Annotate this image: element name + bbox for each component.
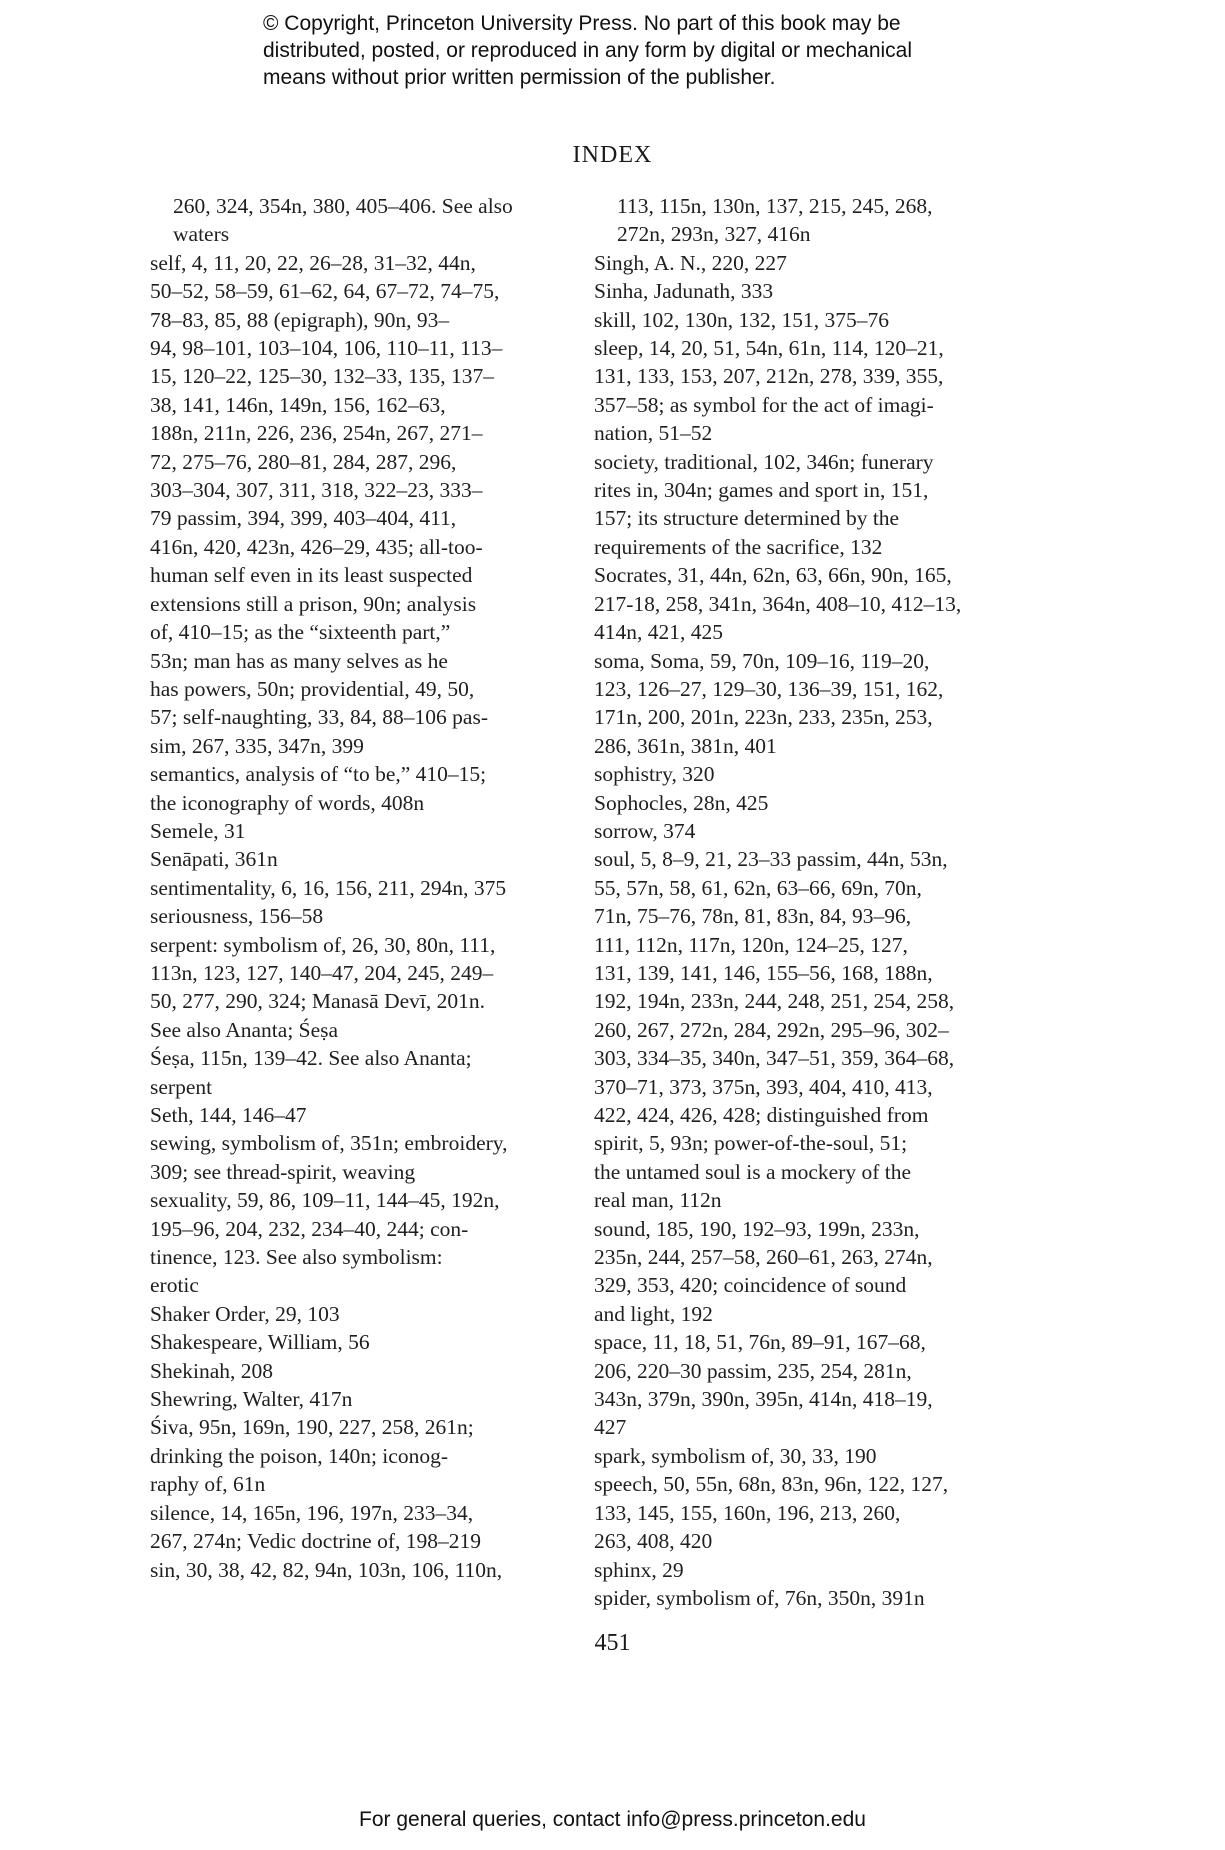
index-entry-line: and light, 192 (594, 1301, 713, 1326)
index-entry-line: Shakespeare, William, 56 (150, 1330, 370, 1355)
index-entry (594, 1442, 1014, 1470)
copyright-line: means without prior written permission of the publisher. (263, 66, 776, 89)
index-column-left (150, 192, 570, 1584)
index-column-right (594, 192, 1014, 1612)
index-entry-line: the iconography of words, 408n (150, 790, 425, 815)
index-entry-line: 217-18, 258, 341n, 364n, 408–10, 412–13, (594, 591, 962, 616)
index-entry-line: 329, 353, 420; coincidence of sound (594, 1273, 907, 1298)
index-entry (150, 1044, 570, 1101)
index-entry-line: silence, 14, 165n, 196, 197n, 233–34, (150, 1500, 474, 1525)
index-entry-line: 343n, 379n, 390n, 395n, 414n, 418–19, (594, 1387, 933, 1412)
index-entry-line: seriousness, 156–58 (150, 904, 324, 929)
index-entry (594, 1556, 1014, 1584)
index-entry (150, 1357, 570, 1385)
index-entry-line: 171n, 200, 201n, 223n, 233, 235n, 253, (594, 705, 933, 730)
index-entry (594, 1584, 1014, 1612)
index-entry (150, 845, 570, 873)
index-entry-line: tinence, 123. See also symbolism: (150, 1245, 443, 1270)
index-entry-line: 192, 194n, 233n, 244, 248, 251, 254, 258, (594, 989, 955, 1014)
index-entry-line: 133, 145, 155, 160n, 196, 213, 260, (594, 1500, 901, 1525)
index-entry (594, 817, 1014, 845)
index-entry-line: 78–83, 85, 88 (epigraph), 90n, 93– (150, 307, 450, 332)
index-entry-line: 50, 277, 290, 324; Manasā Devī, 201n. (150, 989, 486, 1014)
copyright-line: © Copyright, Princeton University Press. No part of this book may be (263, 12, 901, 35)
index-entry-line: 113n, 123, 127, 140–47, 204, 245, 249– (150, 960, 494, 985)
index-entry-line: 235n, 244, 257–58, 260–61, 263, 274n, (594, 1245, 933, 1270)
index-entry-line: skill, 102, 130n, 132, 151, 375–76 (594, 307, 890, 332)
index-entry-line: 416n, 420, 423n, 426–29, 435; all-too- (150, 534, 483, 559)
index-entry-line: requirements of the sacrifice, 132 (594, 534, 883, 559)
index-entry-line: Seth, 144, 146–47 (150, 1103, 307, 1127)
index-entry-line: 79 passim, 394, 399, 403–404, 411, (150, 506, 457, 531)
page-title: INDEX (572, 142, 653, 168)
index-entry (594, 306, 1014, 334)
index-entry (150, 817, 570, 845)
index-entry-line: 157; its structure determined by the (594, 506, 900, 531)
index-entry (594, 249, 1014, 277)
index-entry (594, 192, 1014, 249)
index-entry-line: sentimentality, 6, 16, 156, 211, 294n, 375 (150, 875, 507, 900)
index-entry (150, 1129, 570, 1186)
index-entry-line: See also Ananta; Śeṣa (150, 1017, 339, 1042)
index-entry-line: real man, 112n (594, 1188, 722, 1213)
index-entry-line: 272n, 293n, 327, 416n (617, 222, 811, 247)
index-entry (594, 845, 1014, 1214)
footer-contact: For general queries, contact info@press.princeton.edu (359, 1808, 866, 1831)
index-entry-line: sphinx, 29 (594, 1557, 684, 1582)
index-entry-line: space, 11, 18, 51, 76n, 89–91, 167–68, (594, 1330, 926, 1355)
index-entry (594, 334, 1014, 448)
index-entry-line: 72, 275–76, 280–81, 284, 287, 296, (150, 449, 457, 474)
index-entry-line: Senāpati, 361n (150, 847, 278, 872)
index-entry (594, 760, 1014, 788)
index-entry (150, 1413, 570, 1498)
index-entry-line: 53n; man has as many selves as he (150, 648, 448, 673)
index-entry-line: sound, 185, 190, 192–93, 199n, 233n, (594, 1216, 920, 1241)
index-entry-line: 131, 133, 153, 207, 212n, 278, 339, 355, (594, 364, 944, 389)
index-entry-line: semantics, analysis of “to be,” 410–15; (150, 762, 487, 787)
index-entry (594, 789, 1014, 817)
index-entry (594, 1215, 1014, 1329)
index-entry (150, 874, 570, 902)
index-entry-line: 94, 98–101, 103–104, 106, 110–11, 113– (150, 336, 503, 361)
index-entry-line: has powers, 50n; providential, 49, 50, (150, 676, 475, 701)
index-entry (150, 931, 570, 1045)
index-entry (150, 1499, 570, 1556)
index-entry-line: soma, Soma, 59, 70n, 109–16, 119–20, (594, 648, 930, 673)
page-number: 451 (594, 1630, 631, 1656)
index-entry-line: sorrow, 374 (594, 818, 696, 843)
index-entry-line: Socrates, 31, 44n, 62n, 63, 66n, 90n, 165, (594, 563, 952, 588)
index-entry-line: rites in, 304n; games and sport in, 151, (594, 478, 929, 503)
index-entry (594, 1328, 1014, 1442)
copyright-line: distributed, posted, or reproduced in any form by digital or mechanical (263, 39, 913, 62)
index-entry-line: erotic (150, 1273, 199, 1298)
index-entry-line: 260, 267, 272n, 284, 292n, 295–96, 302– (594, 1017, 949, 1042)
index-entry-line: 113, 115n, 130n, 137, 215, 245, 268, (617, 194, 933, 218)
index-entry-line: human self even in its least suspected (150, 563, 473, 588)
index-entry-line: 263, 408, 420 (594, 1529, 713, 1554)
index-entry-line: 370–71, 373, 375n, 393, 404, 410, 413, (594, 1074, 933, 1099)
index-entry-line: 427 (594, 1415, 627, 1440)
index-entry (594, 561, 1014, 646)
index-entry-line: Shaker Order, 29, 103 (150, 1301, 340, 1326)
index-entry-line: 188n, 211n, 226, 236, 254n, 267, 271– (150, 421, 483, 446)
index-entry-line: 55, 57n, 58, 61, 62n, 63–66, 69n, 70n, (594, 875, 922, 900)
index-entry-line: 260, 324, 354n, 380, 405–406. See also (173, 194, 513, 218)
index-entry (150, 1385, 570, 1413)
index-entry-line: sin, 30, 38, 42, 82, 94n, 103n, 106, 110n, (150, 1557, 503, 1582)
index-entry-line: society, traditional, 102, 346n; funerary (594, 449, 934, 474)
index-entry-line: waters (173, 222, 230, 247)
index-entry (150, 192, 570, 249)
index-entry-line: drinking the poison, 140n; iconog- (150, 1443, 448, 1468)
index-entry-line: 303–304, 307, 311, 318, 322–23, 333– (150, 478, 483, 503)
index-entry-line: Shekinah, 208 (150, 1358, 274, 1383)
index-entry (150, 249, 570, 760)
index-entry (150, 1328, 570, 1356)
index-entry-line: 131, 139, 141, 146, 155–56, 168, 188n, (594, 960, 933, 985)
index-entry-line: Śeṣa, 115n, 139–42. See also Ananta; (150, 1046, 472, 1071)
index-entry-line: 71n, 75–76, 78n, 81, 83n, 84, 93–96, (594, 904, 912, 929)
index-entry-line: 303, 334–35, 340n, 347–51, 359, 364–68, (594, 1046, 955, 1071)
index-entry-line: soul, 5, 8–9, 21, 23–33 passim, 44n, 53n, (594, 847, 948, 872)
index-entry-line: spirit, 5, 93n; power-of-the-soul, 51; (594, 1131, 908, 1156)
copyright-notice (263, 10, 983, 91)
index-entry (594, 448, 1014, 562)
index-entry-line: Sinha, Jadunath, 333 (594, 279, 774, 304)
index-entry-line: Sophocles, 28n, 425 (594, 790, 769, 815)
index-entry-line: 414n, 421, 425 (594, 620, 723, 645)
index-entry (594, 277, 1014, 305)
index-entry-line: 267, 274n; Vedic doctrine of, 198–219 (150, 1529, 482, 1554)
index-entry-line: sleep, 14, 20, 51, 54n, 61n, 114, 120–21, (594, 336, 944, 361)
index-entry-line: 195–96, 204, 232, 234–40, 244; con- (150, 1216, 469, 1241)
index-entry-line: speech, 50, 55n, 68n, 83n, 96n, 122, 127, (594, 1472, 949, 1497)
index-entry-line: sewing, symbolism of, 351n; embroidery, (150, 1131, 508, 1156)
index-entry-line: serpent (150, 1074, 213, 1099)
index-entry-line: the untamed soul is a mockery of the (594, 1159, 912, 1184)
index-entry-line: self, 4, 11, 20, 22, 26–28, 31–32, 44n, (150, 250, 476, 275)
index-entry-line: 357–58; as symbol for the act of imagi- (594, 392, 934, 417)
index-entry-line: 422, 424, 426, 428; distinguished from (594, 1103, 929, 1127)
index-entry-line: sim, 267, 335, 347n, 399 (150, 733, 364, 758)
index-entry-line: 50–52, 58–59, 61–62, 64, 67–72, 74–75, (150, 279, 500, 304)
index-entry-line: 123, 126–27, 129–30, 136–39, 151, 162, (594, 676, 944, 701)
index-entry (150, 1186, 570, 1300)
index-entry (594, 1470, 1014, 1555)
index-entry-line: 57; self-naughting, 33, 84, 88–106 pas- (150, 705, 488, 730)
index-entry-line: Śiva, 95n, 169n, 190, 227, 258, 261n; (150, 1415, 474, 1440)
index-entry (150, 1101, 570, 1129)
index-entry-line: 111, 112n, 117n, 120n, 124–25, 127, (594, 932, 908, 957)
index-entry-line: extensions still a prison, 90n; analysis (150, 591, 477, 616)
index-entry-line: serpent: symbolism of, 26, 30, 80n, 111, (150, 932, 496, 957)
index-entry (150, 760, 570, 817)
index-entry-line: spark, symbolism of, 30, 33, 190 (594, 1443, 877, 1468)
index-entry (150, 902, 570, 930)
index-entry-line: nation, 51–52 (594, 421, 713, 446)
index-entry (150, 1556, 570, 1584)
index-entry-line: 15, 120–22, 125–30, 132–33, 135, 137– (150, 364, 494, 389)
index-entry (594, 647, 1014, 761)
index-entry-line: 206, 220–30 passim, 235, 254, 281n, (594, 1358, 912, 1383)
index-entry-line: sexuality, 59, 86, 109–11, 144–45, 192n, (150, 1188, 500, 1213)
index-entry-line: 309; see thread-spirit, weaving (150, 1159, 416, 1184)
index-entry-line: raphy of, 61n (150, 1472, 266, 1497)
index-entry-line: Semele, 31 (150, 818, 246, 843)
index-entry (150, 1300, 570, 1328)
index-entry-line: spider, symbolism of, 76n, 350n, 391n (594, 1585, 925, 1610)
index-entry-line: 286, 361n, 381n, 401 (594, 733, 777, 758)
index-entry-line: of, 410–15; as the “sixteenth part,” (150, 620, 451, 645)
index-entry-line: Shewring, Walter, 417n (150, 1387, 353, 1412)
index-entry-line: sophistry, 320 (594, 762, 715, 787)
index-entry-line: 38, 141, 146n, 149n, 156, 162–63, (150, 392, 446, 417)
index-entry-line: Singh, A. N., 220, 227 (594, 250, 787, 275)
